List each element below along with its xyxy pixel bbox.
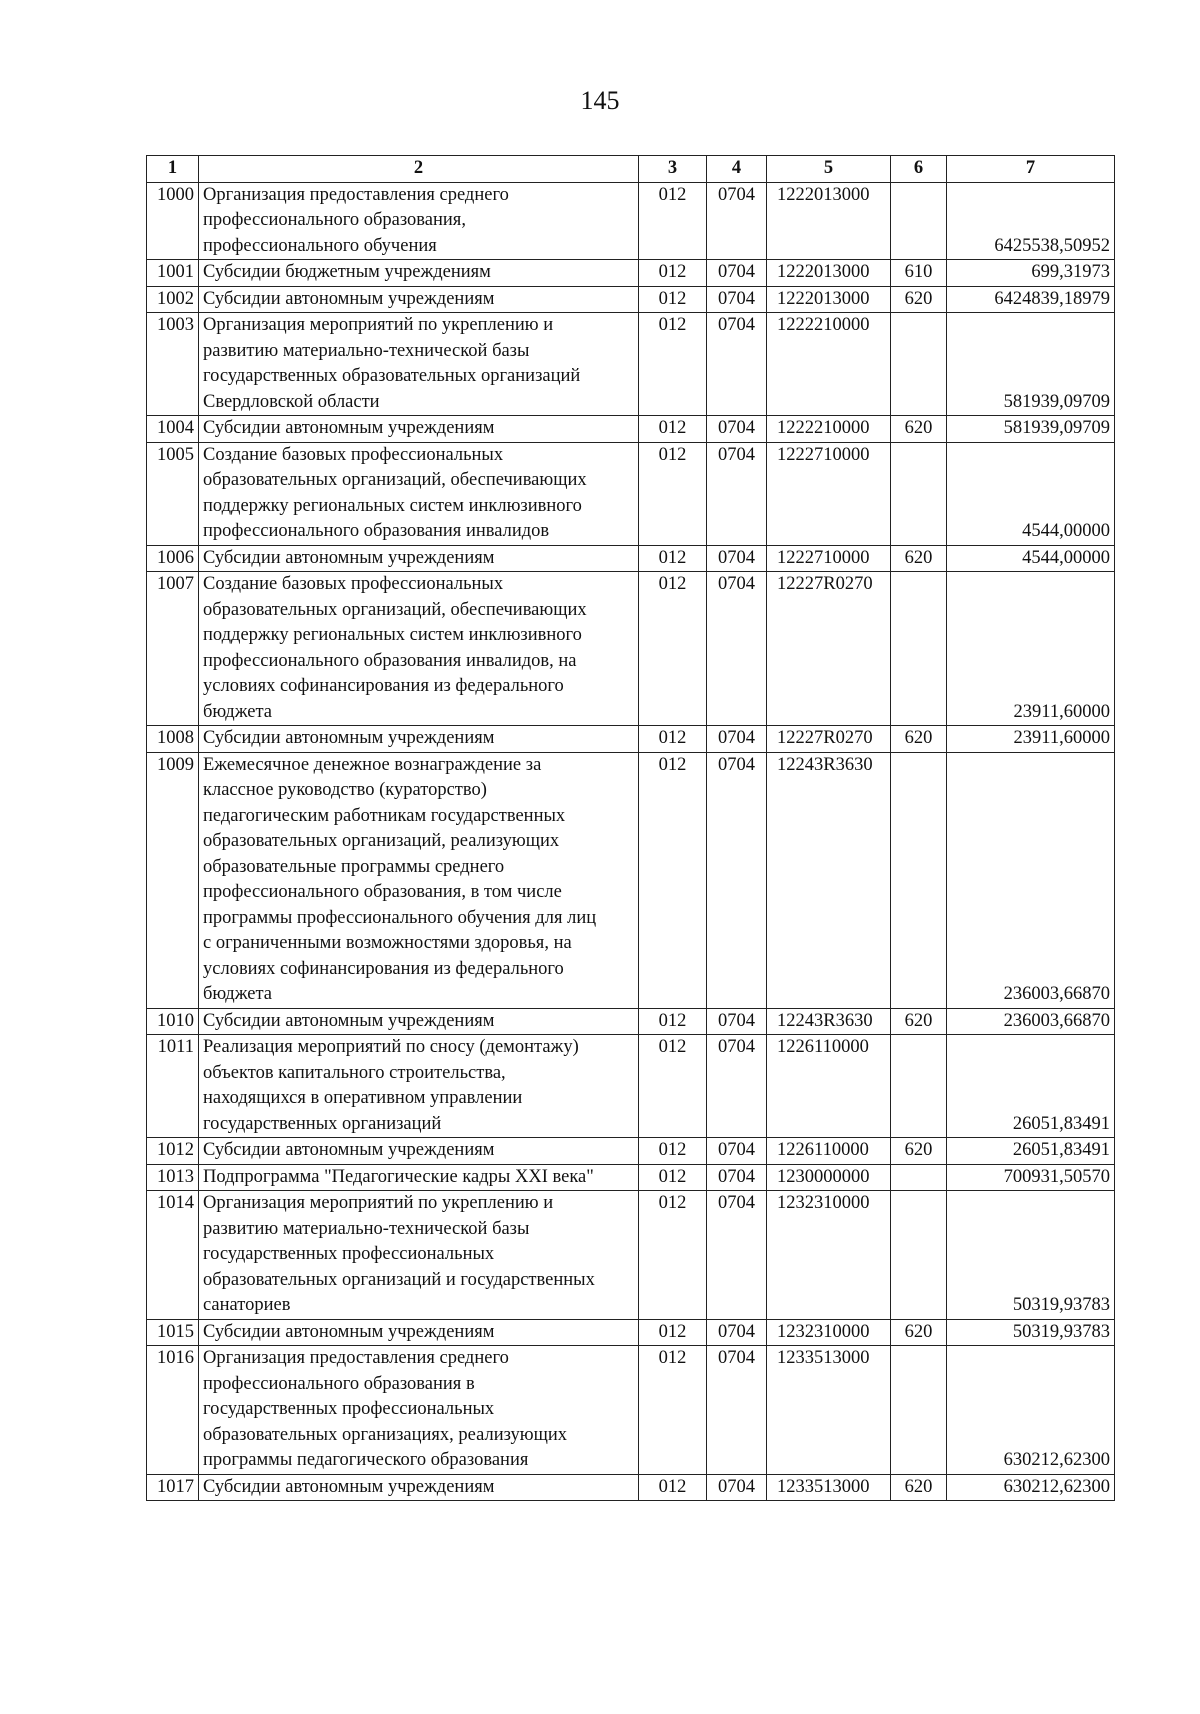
ministry-code-cell: 012 bbox=[639, 1319, 707, 1346]
row-number-cell: 1008 bbox=[147, 726, 199, 753]
row-name-line: Субсидии автономным учреждениям bbox=[203, 547, 495, 568]
row-name-line: Создание базовых профессиональных bbox=[203, 574, 504, 594]
row-name-cell bbox=[199, 1474, 639, 1501]
amount-cell: 630212,62300 bbox=[947, 1474, 1115, 1501]
row-name-line: Организация предоставления среднего bbox=[203, 184, 509, 205]
header-row bbox=[147, 156, 1115, 183]
row-name-line: классное руководство (кураторство) bbox=[203, 780, 487, 800]
section-code-cell: 0704 bbox=[707, 1164, 767, 1191]
row-name-line: образовательных организаций, обеспечивающих bbox=[203, 599, 587, 620]
ministry-code-cell: 012 bbox=[639, 182, 707, 260]
ministry-code-cell: 012 bbox=[639, 1035, 707, 1138]
ministry-code-cell: 012 bbox=[639, 572, 707, 726]
row-name-cell bbox=[199, 1008, 639, 1035]
row-name-line: педагогическим работникам государственных bbox=[203, 805, 566, 826]
ministry-code-cell: 012 bbox=[639, 313, 707, 416]
ministry-code-cell: 012 bbox=[639, 726, 707, 753]
expense-type-cell bbox=[891, 1346, 947, 1475]
amount-cell: 581939,09709 bbox=[947, 313, 1115, 416]
row-name-line: условиях софинансирования из федерального bbox=[203, 958, 564, 979]
ministry-code-cell: 012 bbox=[639, 286, 707, 313]
row-number-cell: 1016 bbox=[147, 1346, 199, 1475]
target-article-cell: 12243R3630 bbox=[767, 1008, 891, 1035]
row-name-line: поддержку региональных систем инклюзивного bbox=[203, 495, 582, 516]
row-name-line: Подпрограмма "Педагогические кадры XXI века" bbox=[203, 1166, 594, 1187]
row-name-line: образовательных организаций и государственных bbox=[203, 1269, 595, 1290]
amount-cell: 236003,66870 bbox=[947, 752, 1115, 1008]
row-number-cell: 1009 bbox=[147, 752, 199, 1008]
row-number-cell: 1011 bbox=[147, 1035, 199, 1138]
row-name-line: государственных профессиональных bbox=[203, 1244, 495, 1264]
column-header: 4 bbox=[707, 156, 767, 183]
column-header: 5 bbox=[767, 156, 891, 183]
row-name-line: Свердловской области bbox=[203, 391, 380, 412]
row-name-cell bbox=[199, 1346, 639, 1475]
table-row bbox=[147, 1035, 1115, 1138]
row-number-cell: 1000 bbox=[147, 182, 199, 260]
column-header: 3 bbox=[639, 156, 707, 183]
expense-type-cell bbox=[891, 442, 947, 545]
target-article-cell: 1222210000 bbox=[767, 416, 891, 443]
table-row bbox=[147, 416, 1115, 443]
page-number: 145 bbox=[580, 86, 620, 115]
section-code-cell: 0704 bbox=[707, 182, 767, 260]
row-name-line: развитию материально-технической базы bbox=[203, 340, 530, 361]
table-row bbox=[147, 1008, 1115, 1035]
amount-cell: 700931,50570 bbox=[947, 1164, 1115, 1191]
row-name-line: программы профессионального обучения для лиц bbox=[203, 907, 597, 928]
row-name-line: Субсидии автономным учреждениям bbox=[203, 1010, 495, 1031]
ministry-code-cell: 012 bbox=[639, 1164, 707, 1191]
row-name-line: Субсидии автономным учреждениям bbox=[203, 418, 495, 438]
table-row bbox=[147, 1191, 1115, 1320]
section-code-cell: 0704 bbox=[707, 1008, 767, 1035]
amount-cell: 23911,60000 bbox=[947, 726, 1115, 753]
target-article-cell: 1233513000 bbox=[767, 1346, 891, 1475]
row-number-cell: 1012 bbox=[147, 1138, 199, 1165]
row-name-line: государственных организаций bbox=[203, 1113, 442, 1134]
ministry-code-cell: 012 bbox=[639, 545, 707, 572]
row-name-line: Организация предоставления среднего bbox=[203, 1348, 509, 1368]
amount-cell: 4544,00000 bbox=[947, 442, 1115, 545]
expense-type-cell: 610 bbox=[891, 260, 947, 287]
section-code-cell: 0704 bbox=[707, 1474, 767, 1501]
row-name-line: Ежемесячное денежное вознаграждение за bbox=[203, 754, 542, 775]
expense-type-cell: 620 bbox=[891, 1008, 947, 1035]
row-name-cell bbox=[199, 182, 639, 260]
amount-cell: 26051,83491 bbox=[947, 1035, 1115, 1138]
ministry-code-cell: 012 bbox=[639, 260, 707, 287]
section-code-cell: 0704 bbox=[707, 442, 767, 545]
column-header: 7 bbox=[947, 156, 1115, 183]
amount-cell: 236003,66870 bbox=[947, 1008, 1115, 1035]
expense-type-cell bbox=[891, 182, 947, 260]
column-header: 2 bbox=[199, 156, 639, 183]
amount-cell: 50319,93783 bbox=[947, 1191, 1115, 1320]
expense-type-cell bbox=[891, 1191, 947, 1320]
expense-type-cell bbox=[891, 1164, 947, 1191]
row-name-cell bbox=[199, 545, 639, 572]
row-name-line: профессионального образования инвалидов bbox=[203, 521, 550, 541]
amount-cell: 6424839,18979 bbox=[947, 286, 1115, 313]
row-number-cell: 1001 bbox=[147, 260, 199, 287]
row-name-line: Субсидии автономным учреждениям bbox=[203, 728, 495, 748]
ministry-code-cell: 012 bbox=[639, 1346, 707, 1475]
target-article-cell: 12227R0270 bbox=[767, 572, 891, 726]
row-name-line: санаториев bbox=[203, 1295, 291, 1315]
row-name-line: образовательные программы среднего bbox=[203, 856, 505, 877]
row-name-line: государственных профессиональных bbox=[203, 1399, 495, 1419]
row-name-cell bbox=[199, 1138, 639, 1165]
section-code-cell: 0704 bbox=[707, 1319, 767, 1346]
column-header: 1 bbox=[147, 156, 199, 183]
row-name-line: находящихся в оперативном управлении bbox=[203, 1088, 523, 1108]
row-name-line: профессионального образования инвалидов, на bbox=[203, 650, 577, 671]
expense-type-cell: 620 bbox=[891, 1138, 947, 1165]
section-code-cell: 0704 bbox=[707, 1191, 767, 1320]
target-article-cell: 1226110000 bbox=[767, 1138, 891, 1165]
row-name-cell bbox=[199, 1319, 639, 1346]
target-article-cell: 1230000000 bbox=[767, 1164, 891, 1191]
row-number-cell: 1002 bbox=[147, 286, 199, 313]
row-name-cell bbox=[199, 1035, 639, 1138]
section-code-cell: 0704 bbox=[707, 1346, 767, 1475]
expense-type-cell: 620 bbox=[891, 726, 947, 753]
amount-cell: 4544,00000 bbox=[947, 545, 1115, 572]
table-row bbox=[147, 313, 1115, 416]
row-name-line: Создание базовых профессиональных bbox=[203, 444, 504, 465]
row-name-line: Субсидии автономным учреждениям bbox=[203, 1321, 495, 1342]
row-number-cell: 1003 bbox=[147, 313, 199, 416]
row-name-line: государственных образовательных организаций bbox=[203, 366, 581, 386]
target-article-cell: 12227R0270 bbox=[767, 726, 891, 753]
amount-cell: 581939,09709 bbox=[947, 416, 1115, 443]
section-code-cell: 0704 bbox=[707, 416, 767, 443]
section-code-cell: 0704 bbox=[707, 260, 767, 287]
ministry-code-cell: 012 bbox=[639, 1138, 707, 1165]
section-code-cell: 0704 bbox=[707, 726, 767, 753]
target-article-cell: 1226110000 bbox=[767, 1035, 891, 1138]
row-number-cell: 1015 bbox=[147, 1319, 199, 1346]
row-name-line: развитию материально-технической базы bbox=[203, 1218, 530, 1239]
expense-type-cell: 620 bbox=[891, 1319, 947, 1346]
amount-cell: 6425538,50952 bbox=[947, 182, 1115, 260]
row-name-line: бюджета bbox=[203, 701, 272, 722]
row-name-line: Организация мероприятий по укреплению и bbox=[203, 315, 554, 335]
row-name-line: программы педагогического образования bbox=[203, 1450, 529, 1470]
row-name-cell bbox=[199, 752, 639, 1008]
table-row bbox=[147, 182, 1115, 260]
row-name-line: Субсидии автономным учреждениям bbox=[203, 288, 495, 309]
amount-cell: 699,31973 bbox=[947, 260, 1115, 287]
ministry-code-cell: 012 bbox=[639, 752, 707, 1008]
section-code-cell: 0704 bbox=[707, 286, 767, 313]
row-name-line: Субсидии автономным учреждениям bbox=[203, 1140, 495, 1160]
table-body bbox=[147, 182, 1115, 1501]
row-name-line: Реализация мероприятий по сносу (демонтажу) bbox=[203, 1037, 579, 1057]
row-number-cell: 1005 bbox=[147, 442, 199, 545]
row-name-line: объектов капитального строительства, bbox=[203, 1062, 506, 1083]
table-row bbox=[147, 726, 1115, 753]
expense-type-cell bbox=[891, 1035, 947, 1138]
section-code-cell: 0704 bbox=[707, 572, 767, 726]
amount-cell: 26051,83491 bbox=[947, 1138, 1115, 1165]
table-row bbox=[147, 1319, 1115, 1346]
ministry-code-cell: 012 bbox=[639, 416, 707, 443]
section-code-cell: 0704 bbox=[707, 545, 767, 572]
section-code-cell: 0704 bbox=[707, 313, 767, 416]
expense-type-cell bbox=[891, 572, 947, 726]
row-name-line: бюджета bbox=[203, 984, 272, 1004]
table-row bbox=[147, 1346, 1115, 1475]
target-article-cell: 1222210000 bbox=[767, 313, 891, 416]
row-name-line: Субсидии автономным учреждениям bbox=[203, 1476, 495, 1497]
column-header: 6 bbox=[891, 156, 947, 183]
row-name-cell bbox=[199, 286, 639, 313]
section-code-cell: 0704 bbox=[707, 752, 767, 1008]
row-name-line: профессионального образования в bbox=[203, 1373, 475, 1394]
row-name-line: условиях софинансирования из федерального bbox=[203, 676, 564, 696]
table-row bbox=[147, 1474, 1115, 1501]
table-row bbox=[147, 442, 1115, 545]
amount-cell: 630212,62300 bbox=[947, 1346, 1115, 1475]
row-number-cell: 1007 bbox=[147, 572, 199, 726]
target-article-cell: 1222710000 bbox=[767, 545, 891, 572]
table-row bbox=[147, 545, 1115, 572]
section-code-cell: 0704 bbox=[707, 1035, 767, 1138]
table-row bbox=[147, 572, 1115, 726]
ministry-code-cell: 012 bbox=[639, 1191, 707, 1320]
row-name-cell bbox=[199, 416, 639, 443]
row-number-cell: 1010 bbox=[147, 1008, 199, 1035]
target-article-cell: 1222710000 bbox=[767, 442, 891, 545]
table-row bbox=[147, 260, 1115, 287]
row-number-cell: 1006 bbox=[147, 545, 199, 572]
row-name-line: Организация мероприятий по укреплению и bbox=[203, 1193, 554, 1213]
row-name-cell bbox=[199, 442, 639, 545]
expense-type-cell: 620 bbox=[891, 545, 947, 572]
expense-type-cell: 620 bbox=[891, 286, 947, 313]
row-name-line: профессионального образования, в том числе bbox=[203, 882, 562, 902]
target-article-cell: 1232310000 bbox=[767, 1191, 891, 1320]
table-row bbox=[147, 752, 1115, 1008]
expense-type-cell bbox=[891, 752, 947, 1008]
target-article-cell: 1222013000 bbox=[767, 286, 891, 313]
row-number-cell: 1013 bbox=[147, 1164, 199, 1191]
row-name-cell bbox=[199, 572, 639, 726]
table-row bbox=[147, 1164, 1115, 1191]
ministry-code-cell: 012 bbox=[639, 442, 707, 545]
ministry-code-cell: 012 bbox=[639, 1008, 707, 1035]
target-article-cell: 1222013000 bbox=[767, 182, 891, 260]
target-article-cell: 12243R3630 bbox=[767, 752, 891, 1008]
section-code-cell: 0704 bbox=[707, 1138, 767, 1165]
row-name-cell bbox=[199, 260, 639, 287]
row-number-cell: 1017 bbox=[147, 1474, 199, 1501]
row-number-cell: 1004 bbox=[147, 416, 199, 443]
target-article-cell: 1233513000 bbox=[767, 1474, 891, 1501]
table-row bbox=[147, 1138, 1115, 1165]
expense-type-cell bbox=[891, 313, 947, 416]
row-name-line: образовательных организациях, реализующих bbox=[203, 1424, 567, 1445]
ministry-code-cell: 012 bbox=[639, 1474, 707, 1501]
row-name-line: профессионального образования, bbox=[203, 210, 466, 230]
row-name-cell bbox=[199, 313, 639, 416]
row-name-line: поддержку региональных систем инклюзивного bbox=[203, 625, 582, 645]
expense-type-cell: 620 bbox=[891, 416, 947, 443]
row-number-cell: 1014 bbox=[147, 1191, 199, 1320]
amount-cell: 23911,60000 bbox=[947, 572, 1115, 726]
target-article-cell: 1222013000 bbox=[767, 260, 891, 287]
table-row bbox=[147, 286, 1115, 313]
amount-cell: 50319,93783 bbox=[947, 1319, 1115, 1346]
row-name-cell bbox=[199, 1164, 639, 1191]
expense-type-cell: 620 bbox=[891, 1474, 947, 1501]
row-name-line: образовательных организаций, реализующих bbox=[203, 831, 560, 851]
budget-table bbox=[146, 155, 1115, 1501]
target-article-cell: 1232310000 bbox=[767, 1319, 891, 1346]
row-name-line: профессионального обучения bbox=[203, 235, 437, 256]
row-name-line: Субсидии бюджетным учреждениям bbox=[203, 262, 491, 282]
row-name-line: образовательных организаций, обеспечивающих bbox=[203, 470, 587, 490]
row-name-cell bbox=[199, 1191, 639, 1320]
row-name-line: с ограниченными возможностями здоровья, на bbox=[203, 933, 572, 953]
row-name-cell bbox=[199, 726, 639, 753]
